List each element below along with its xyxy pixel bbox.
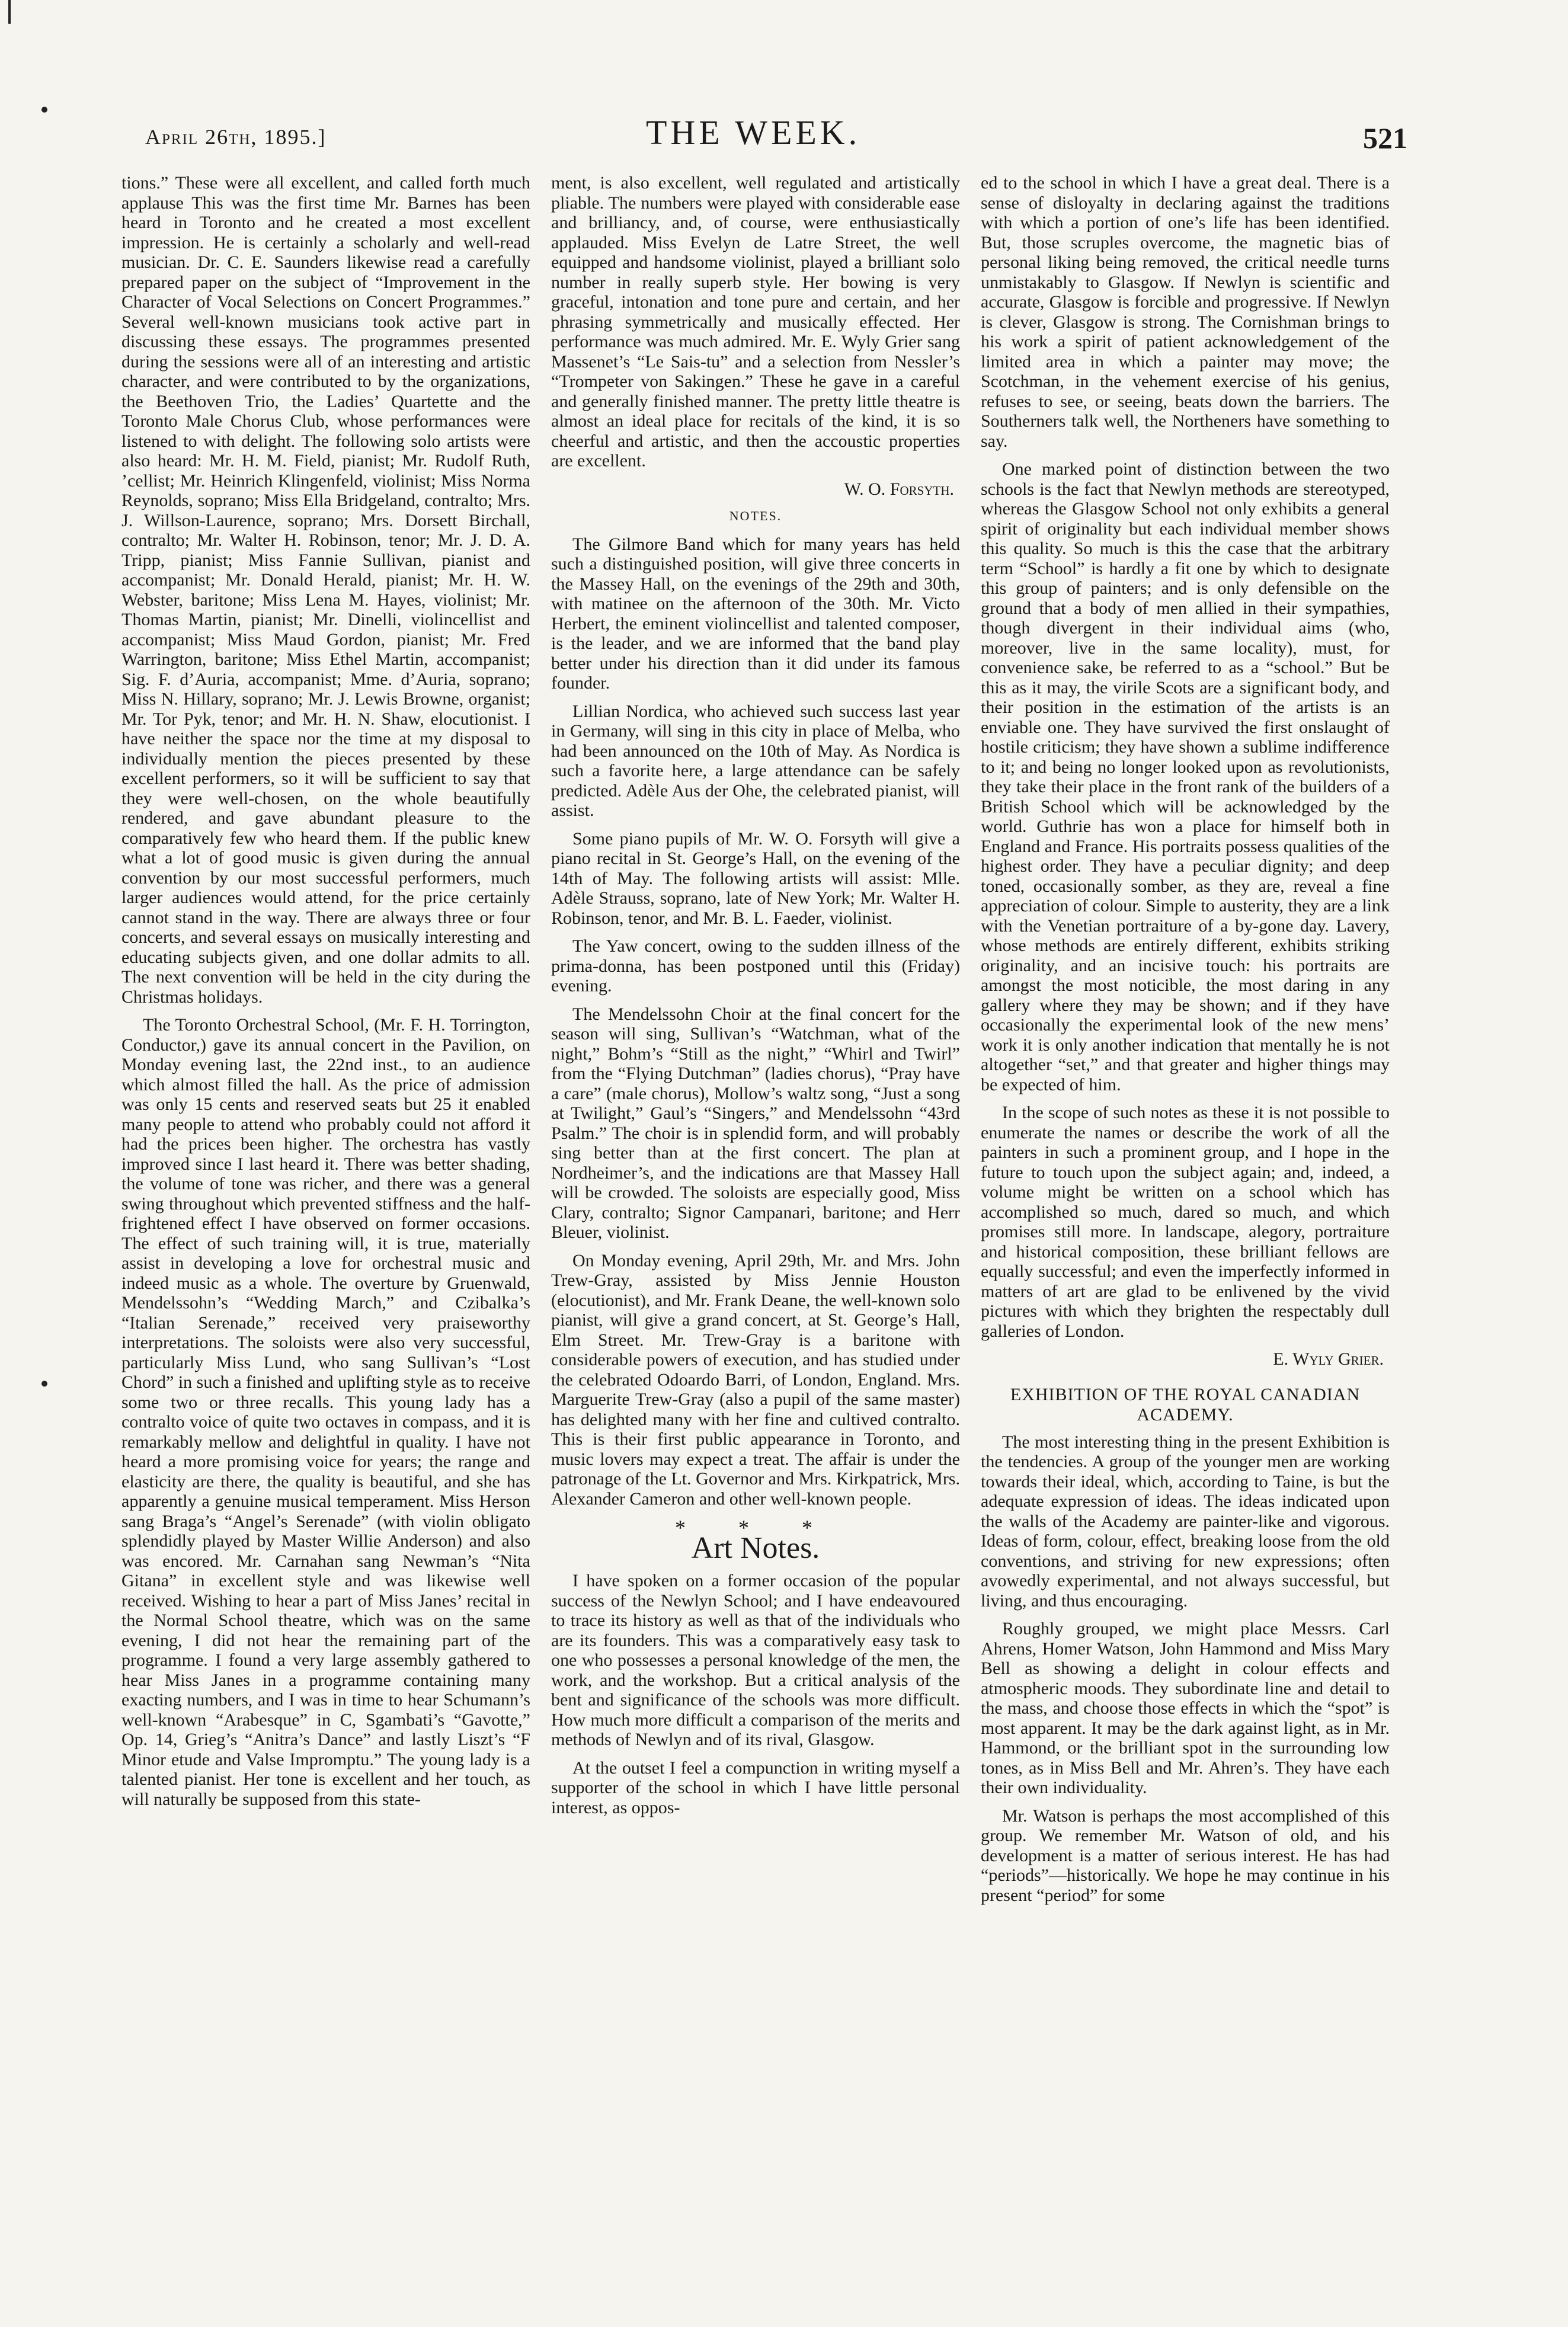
issue-date: April 26th, 1895.] xyxy=(145,125,327,149)
margin-speck xyxy=(41,1381,47,1387)
page-number: 521 xyxy=(1363,121,1407,155)
paragraph: I have spoken on a former occasion of the popular success of the Newlyn School; and I have endeavoured to trace its history as well as that of the individuals who are its founders. This was a comparatively easy task to one who possesses a personal knowledge of the men, the work, and the workshop. But a critical analysis of the bent and significance of the schools was more difficult. How much more difficult a comparison of the merits and methods of Newlyn and of its rival, Glasgow. xyxy=(551,1571,960,1749)
column-2 xyxy=(551,173,960,2306)
paragraph: The Yaw concert, owing to the sudden illness of the prima-donna, has been postponed until this (Friday) evening. xyxy=(551,936,960,996)
paragraph: tions.” These were all excellent, and called forth much applause This was the first time Mr. Barnes has been heard in Toronto and he created a most excellent impression. He is certainly a scholarly and well-read musician. Dr. C. E. Saunders likewise read a carefully prepared paper on the subject of “Improvement in the Character of Vocal Selections on Concert Programmes.” Several well-known musicians took active part in discussing these essays. The programmes presented during the sessions were all of an interesting and artistic character, and were contributed to by the organizations, the Beethoven Trio, the Ladies’ Quartette and the Toronto Male Chorus Club, whose performances were listened to with delight. The following solo artists were also heard: Mr. H. M. Field, pianist; Mr. Rudolf Ruth, ’cellist; Mr. Heinrich Klingenfeld, violinist; Miss Norma Reynolds, soprano; Miss Ella Bridgeland, contralto; Mrs. J. Willson-Laurence, soprano; Mrs. Dorsett Birchall, contralto; Mr. Walter H. Robinson, tenor; Mr. J. D. A. Tripp, pianist; Miss Fannie Sullivan, pianist and accompanist; Mr. Donald Herald, pianist; Mr. H. W. Webster, baritone; Miss Lena M. Hayes, violinist; Mr. Thomas Martin, pianist; Mr. Dinelli, violincellist and accompanist; Miss Maud Gordon, pianist; Mr. Fred Warrington, baritone; Miss Ethel Martin, accompanist; Sig. F. d’Auria, accompanist; Mme. d’Auria, soprano; Miss N. Hillary, soprano; Mr. J. Lewis Browne, organist; Mr. Tor Pyk, tenor; and Mr. H. N. Shaw, elocutionist. I have neither the space nor the time at my disposal to individually mention the pieces presented by these excellent performers, so it will be sufficient to say that they were well-chosen, on the whole beautifully rendered, and gave abundant pleasure to the comparatively few who heard them. If the public knew what a lot of good music is given during the annual convention by our most successful performers, much larger audiences would attend, for the price certainly cannot stand in the way. There are always three or four concerts, and several essays on musically interesting and educating subjects given, and one dollar admits to all. The next convention will be held in the city during the Christmas holidays. xyxy=(121,173,530,1007)
paragraph: The Toronto Orchestral School, (Mr. F. H. Torrington, Conductor,) gave its annual concert in the Pavilion, on Monday evening last, the 22nd inst., to an audience which almost filled the hall. As the price of admission was only 15 cents and reserved seats but 25 it enabled many people to attend who probably could not afford it had the prices been higher. The orchestra has vastly improved since I last heard it. There was better shading, the volume of tone was richer, and there was a general swing throughout which prevented stiffness and the half-frightened effect I have observed on former occasions. The effect of such training will, it is true, materially assist in developing a love for orchestral music and indeed music as a whole. The overture by Gruenwald, Mendelssohn’s “Wedding March,” and Czibalka’s “Italian Serenade,” received very praiseworthy interpretations. The soloists were also very successful, particularly Miss Lund, who sang Sullivan’s “Lost Chord” in such a finished and uplifting style as to receive some two or three recalls. This young lady has a contralto voice of quite two octaves in compass, and it is remarkably mellow and delightful in quality. I have not heard a more promising voice for years; the range and elasticity are there, the quality is beautiful, and she has apparently a genuine musical temperament. Miss Herson sang Braga’s “Angel’s Serenade” (with violin obligato splendidly played by Master Willie Anderson) and also was encored. Mr. Carnahan sang Newman’s “Nita Gitana” in excellent style and was likewise well received. Wishing to hear a part of Miss Janes’ recital in the Normal School theatre, which was on the same evening, I did not hear the remaining part of the programme. I found a very large assembly gathered to hear Miss Janes in a programme containing many exacting numbers, and I was in time to hear Schumann’s well-known “Arabesque” in C, Sgambati’s “Gavotte,” Op. 14, Grieg’s “Anitra’s Dance” and lastly Liszt’s “F Minor etude and Valse Impromptu.” The young lady is a talented pianist. Her tone is excellent and her touch, as will naturally be supposed from this state- xyxy=(121,1015,530,1809)
author-signature: W. O. Forsyth. xyxy=(844,479,954,499)
paragraph: The Mendelssohn Choir at the final concert for the season will sing, Sullivan’s “Watchman, what of the night,” Bohm’s “Still as the night,” “Whirl and Twirl” from the “Flying Dutchman” (ladies chorus), “Pray have a care” (male chorus), Mollow’s waltz song, “Just a song at Twilight,” Gaul’s “Singers,” and Mendelssohn “43rd Psalm.” The choir is in splendid form, and will probably sing better than at the first concert. The plan at Nordheimer’s, and the indications are that Massey Hall will be crowded. The soloists are especially good, Miss Clary, contralto; Signor Campanari, baritone; and Herr Bleuer, violinist. xyxy=(551,1004,960,1242)
paragraph: Lillian Nordica, who achieved such success last year in Germany, will sing in this city in place of Melba, who had been announced on the 10th of May. As Nordica is such a favorite here, a large attendance can be safely predicted. Adèle Aus der Ohe, the celebrated pianist, will assist. xyxy=(551,701,960,820)
paragraph: At the outset I feel a compunction in writing myself a supporter of the school in which I have little personal interest, as oppos- xyxy=(551,1758,960,1817)
publication-title: THE WEEK. xyxy=(646,113,861,152)
notes-heading: NOTES. xyxy=(729,508,782,523)
paragraph: One marked point of distinction between the two schools is the fact that Newlyn methods are stereotyped, whereas the Glasgow School not only exhibits a general spirit of originality but each individual member shows this quality. So much is this the case that the arbitrary term “School” is hardly a fit one by which to designate this group of painters; and is only defensible on the ground that a body of men allied in their sympathies, though divergent in their individual aims (who, moreover, live in the same locality), must, for convenience sake, be referred to as a “school.” But be this as it may, the virile Scots are a significant body, and their position in the estimation of the artists is an enviable one. They have survived the first onslaught of hostile criticism; they have shown a sublime indifference to it; and being no longer looked upon as revolutionists, they take their place in the front rank of the builders of a British School which will be acknowledged by the world. Guthrie has won a place for himself both in England and France. His portraits possess qualities of the highest order. They have a peculiar dignity; and deep toned, occasionally somber, as they are, reveal a fine appreciation of colour. Simple to austerity, they are a link with the Venetian portraiture of a by-gone day. Lavery, whose methods are entirely different, exhibits striking originality, and an incisive touch: his portraits are amongst the most noticible, the most daring in any gallery where they may be shown; and if they have occasionally the experimental look of the new mens’ work it is only another indication that mentally he is not altogether “set,” and that greater and higher things may be expected of him. xyxy=(981,459,1390,1094)
section-heading: EXHIBITION OF THE ROYAL CANADIAN ACADEMY. xyxy=(1010,1384,1361,1425)
column-1 xyxy=(121,173,530,2306)
paragraph: ed to the school in which I have a great deal. There is a sense of disloyalty in declaring against the traditions with which a portion of one’s life has been identified. But, those scruples overcome, the magnetic bias of personal liking being removed, the critical needle turns unmistakably to Glasgow. If Newlyn is scientific and accurate, Glasgow is forcible and progressive. If Newlyn is clever, Glasgow is strong. The Cornishman brings to his work a spirit of patient acknowledgement of the limited area in which a painter may move; the Scotchman, in the vehement exercise of his genius, refuses to see, or seeing, beats down the barriers. The Southerners talk well, the Northeners have something to say. xyxy=(981,173,1390,451)
paragraph: The Gilmore Band which for many years has held such a distinguished position, will give three concerts in the Massey Hall, on the evenings of the 29th and 30th, with matinee on the afternoon of the 30th. Mr. Victo Herbert, the eminent violincellist and talented composer, is the leader, and we are informed that the band play better under his direction than it did under its famous founder. xyxy=(551,534,960,693)
column-3 xyxy=(981,173,1390,2306)
author-signature: E. Wyly Grier. xyxy=(1273,1349,1384,1369)
section-heading: Art Notes. xyxy=(691,1531,820,1565)
paragraph: ment, is also excellent, well regulated and artistically pliable. The numbers were played with considerable ease and brilliancy, and, of course, were enthusiastically applauded. Miss Evelyn de Latre Street, the well equipped and handsome violinist, played a brilliant solo number in really superb style. Her bowing is very graceful, intonation and tone pure and certain, and her phrasing symmetrically and musically effected. Her performance was much admired. Mr. E. Wyly Grier sang Massenet’s “Le Sais-tu” and a selection from Nessler’s “Trompeter von Sakingen.” These he gave in a careful and generally finished manner. The pretty little theatre is almost an ideal place for recitals of the kind, it is so cheerful and artistic, and then the accoustic properties are excellent. xyxy=(551,173,960,470)
paragraph: Some piano pupils of Mr. W. O. Forsyth will give a piano recital in St. George’s Hall, on the evening of the 14th of May. The following artists will assist: Mlle. Adèle Strauss, soprano, late of New York; Mr. Walter H. Robinson, tenor, and Mr. B. L. Faeder, violinist. xyxy=(551,828,960,928)
margin-speck xyxy=(41,107,47,113)
page-header xyxy=(0,113,1568,166)
paragraph: Mr. Watson is perhaps the most accomplished of this group. We remember Mr. Watson of old, and his development is a matter of serious interest. He has had “periods”—historically. We hope he may continue in his present “period” for some xyxy=(981,1806,1390,1905)
paragraph: In the scope of such notes as these it is not possible to enumerate the names or describe the work of all the painters in such a prominent group, and I hope in the future to touch upon the subject again; and, indeed, a volume might be written on a school which has accomplished so much, dared so much, and which promises still more. In landscape, alegory, portraiture and historical composition, these brilliant fellows are equally successful; and even the imperfectly informed in matters of art are glad to be enlivened by the vivid pictures with which they brighten the respectably dull galleries of London. xyxy=(981,1103,1390,1341)
paragraph: On Monday evening, April 29th, Mr. and Mrs. John Trew-Gray, assisted by Miss Jennie Houston (elocutionist), and Mr. Frank Deane, the well-known solo pianist, will give a grand concert, at St. George’s Hall, Elm Street. Mr. Trew-Gray is a baritone with considerable powers of execution, and has studied under the celebrated Odoardo Barri, of London, England. Mrs. Marguerite Trew-Gray (also a pupil of the same master) has delighted many with her fine and cultived contralto. This is their first public appearance in Toronto, and music lovers may expect a treat. The affair is under the patronage of the Lt. Governor and Mrs. Kirkpatrick, Mrs. Alexander Cameron and other well-known people. xyxy=(551,1250,960,1509)
paragraph: Roughly grouped, we might place Messrs. Carl Ahrens, Homer Watson, John Hammond and Miss Mary Bell as showing a delight in colour effects and atmospheric moods. They subordinate line and detail to the mass, and choose those effects in which the “spot” is most apparent. It may be the dark against light, as in Mr. Hammond, or the brilliant spot in the surrounding low tones, as in Miss Bell and Mr. Ahren’s. They have each their own individuality. xyxy=(981,1619,1390,1797)
paragraph: The most interesting thing in the present Exhibition is the tendencies. A group of the younger men are working towards their ideal, which, according to Taine, is but the adequate expression of ideas. The ideas indicated upon the walls of the Academy are painter-like and vigorous. Ideas of form, colour, effect, breaking loose from the old conventions, and striving for new expressions; often avowedly experimental, and not always successful, but living, and thus encouraging. xyxy=(981,1432,1390,1611)
binding-mark xyxy=(8,0,11,24)
section-divider: * * * xyxy=(675,1516,836,1539)
